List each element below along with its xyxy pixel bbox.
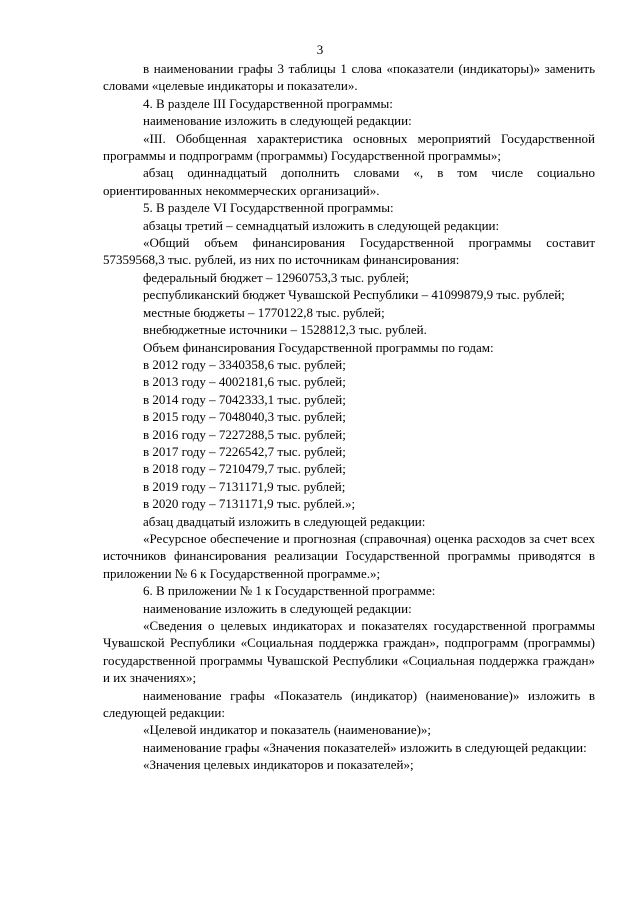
paragraph-3: наименование изложить в следующей редакции:: [143, 113, 412, 129]
paragraph-13: Объем финансирования Государственной программы по годам:: [143, 339, 494, 355]
paragraph-5: абзац одиннадцатый дополнить словами «, в том числе социально ориентированных некоммерческих организаций».: [103, 165, 595, 198]
paragraph-31: «Значения целевых индикаторов и показателей»;: [143, 757, 414, 773]
paragraph-18: в 2016 году – 7227288,5 тыс. рублей;: [143, 426, 346, 442]
paragraph-25: 6. В приложении № 1 к Государственной программе:: [143, 583, 436, 599]
paragraph-12: внебюджетные источники – 1528812,3 тыс. рублей.: [143, 322, 427, 338]
paragraph-24: «Ресурсное обеспечение и прогнозная (справочная) оценка расходов за счет всех источников финансирования реализации Государственной программы приводятся в приложении № 6 к Государственной программе.»;: [103, 530, 595, 581]
paragraph-11: местные бюджеты – 1770122,8 тыс. рублей;: [143, 304, 385, 320]
paragraph-29: «Целевой индикатор и показатель (наименование)»;: [143, 722, 432, 738]
paragraph-26: наименование изложить в следующей редакции:: [143, 600, 412, 616]
paragraph-9: федеральный бюджет – 12960753,3 тыс. рублей;: [143, 269, 410, 285]
paragraph-20: в 2018 году – 7210479,7 тыс. рублей;: [143, 461, 346, 477]
paragraph-19: в 2017 году – 7226542,7 тыс. рублей;: [143, 443, 346, 459]
paragraph-6: 5. В разделе VI Государственной программы:: [143, 200, 394, 216]
paragraph-15: в 2013 году – 4002181,6 тыс. рублей;: [143, 374, 346, 390]
paragraph-23: абзац двадцатый изложить в следующей редакции:: [143, 513, 426, 529]
paragraph-28: наименование графы «Показатель (индикатор) (наименование)» изложить в следующей редакции:: [103, 687, 595, 721]
paragraph-2: 4. В разделе III Государственной программы:: [143, 95, 393, 111]
paragraph-17: в 2015 году – 7048040,3 тыс. рублей;: [143, 409, 346, 425]
page-number: 3: [316, 42, 324, 57]
paragraph-1: в наименовании графы 3 таблицы 1 слова «показатели (индикаторы)» заменить словами «целевые индикаторы и показатели».: [103, 61, 595, 94]
paragraph-14: в 2012 году – 3340358,6 тыс. рублей;: [143, 356, 346, 372]
document-body: [103, 60, 595, 774]
paragraph-10: республиканский бюджет Чувашской Республики – 41099879,9 тыс. рублей;: [143, 287, 565, 303]
paragraph-8: «Общий объем финансирования Государственной программы составит 57359568,3 тыс. рублей, из них по источникам финансирования:: [103, 235, 595, 268]
paragraph-7: абзацы третий – семнадцатый изложить в следующей редакции:: [143, 217, 500, 233]
paragraph-30: наименование графы «Значения показателей» изложить в следующей редакции:: [143, 739, 587, 755]
paragraph-4: «III. Обобщенная характеристика основных мероприятий Государственной программы и подпрограмм (программы) Государственной программы»;: [103, 130, 595, 164]
paragraph-22: в 2020 году – 7131171,9 тыс. рублей.»;: [143, 496, 356, 512]
paragraph-21: в 2019 году – 7131171,9 тыс. рублей;: [143, 478, 346, 494]
paragraph-27: «Сведения о целевых индикаторах и показателях государственной программы Чувашской Республики «Социальная поддержка граждан», подпрограмм (программы) государственной программы Чувашской Республики «Социальная поддержка граждан» и их значениях»;: [103, 618, 595, 686]
paragraph-16: в 2014 году – 7042333,1 тыс. рублей;: [143, 391, 346, 407]
